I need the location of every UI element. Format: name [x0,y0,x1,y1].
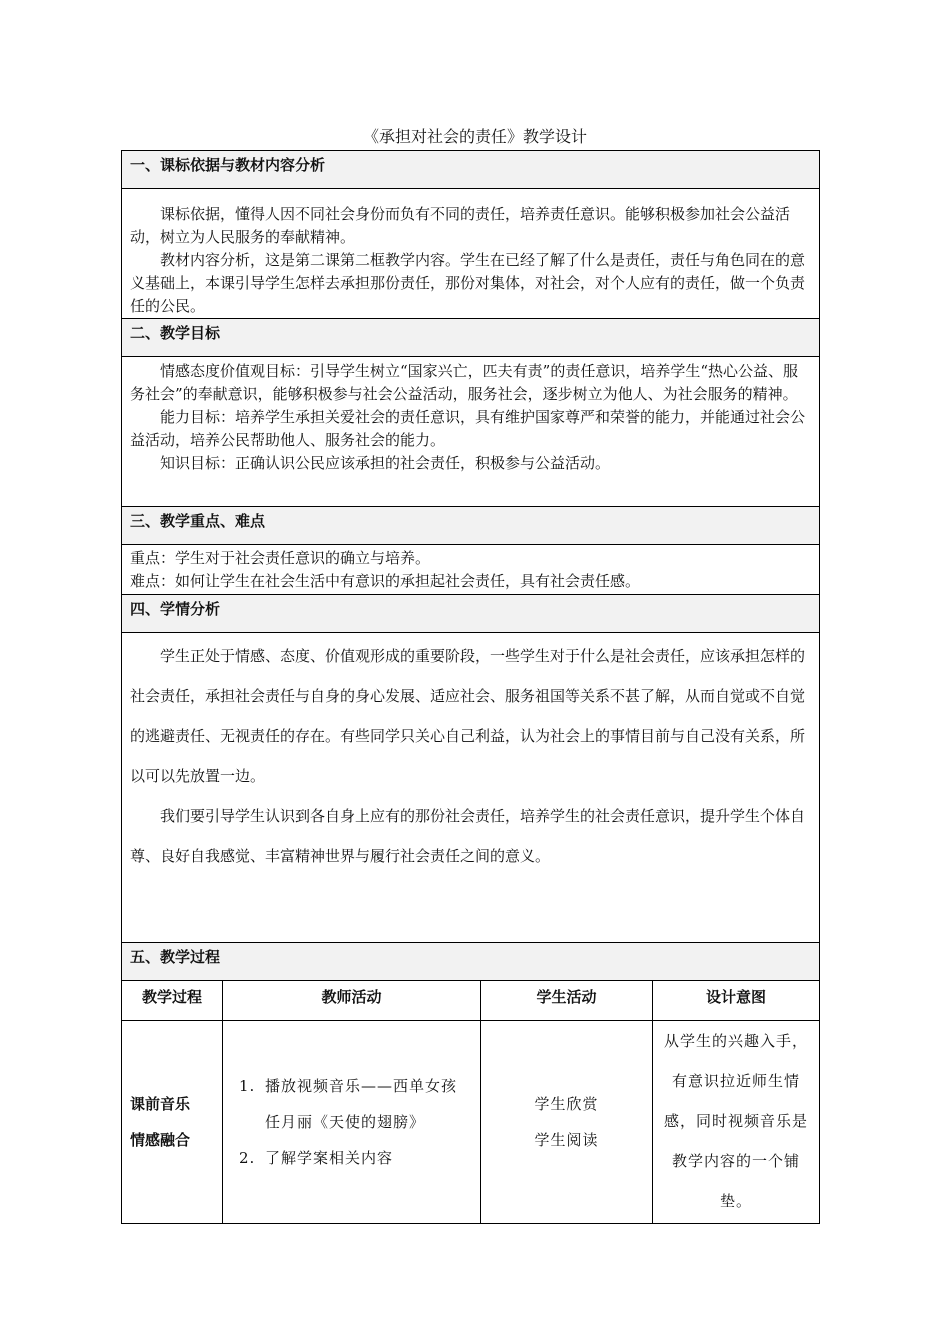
student-activity-line: 学生欣赏 [534,1095,599,1113]
item-number: 2. [239,1149,256,1167]
student-analysis-paragraph-2: 我们要引导学生认识到各自身上应有的那份社会责任，培养学生的社会责任意识，提升学生个体自尊、良好自我感觉、丰富精神世界与履行社会责任之间的意义。 [130,807,806,865]
section-1-heading: 一、课标依据与教材内容分析 [122,151,820,189]
section-2-body-row [122,357,820,507]
column-header-intent: 设计意图 [653,981,820,1021]
process-row [122,1021,820,1224]
item-text: 播放视频音乐——西单女孩任月丽《天使的翅膀》 [265,1077,458,1131]
curriculum-basis-paragraph: 课标依据，懂得人因不同社会身份而负有不同的责任，培养责任意识。能够积极参加社会公益活动，树立为人民服务的奉献精神。 [130,205,791,246]
teacher-activity-cell [223,1021,481,1224]
teacher-activity-item [231,1140,472,1176]
attitude-goal-paragraph: 情感态度价值观目标：引导学生树立“国家兴亡，匹夫有责”的责任意识，培养学生“热心公益、服务社会”的奉献意识，能够积极参与社会公益活动，服务社会，逐步树立为他人、为社会服务的精神。 [130,362,799,403]
section-4-header-row [122,595,820,633]
textbook-analysis-paragraph: 教材内容分析，这是第二课第二框教学内容。学生在已经了解了什么是责任，责任与角色同在的意义基础上，本课引导学生怎样去承担那份责任，那份对集体，对社会，对个人应有的责任，做一个负责任的公民。 [130,251,806,315]
teacher-activity-item [231,1068,472,1140]
process-column-header-row [122,981,820,1021]
column-header-stage: 教学过程 [122,981,223,1021]
column-header-teacher: 教师活动 [223,981,481,1021]
item-number: 1. [239,1077,256,1095]
section-2-heading: 二、教学目标 [122,319,820,357]
section-4-body [122,633,820,943]
student-activity-cell [481,1021,653,1224]
design-intent-cell [653,1021,820,1224]
section-1-body-row [122,189,820,319]
stage-label-line-2: 情感融合 [130,1131,191,1149]
section-2-body [122,357,820,507]
difficult-point-line: 难点：如何让学生在社会生活中有意识的承担起社会责任，具有社会责任感。 [130,572,641,590]
section-3-header-row [122,507,820,545]
ability-goal-paragraph: 能力目标：培养学生承担关爱社会的责任意识，具有维护国家尊严和荣誉的能力，并能通过社会公益活动，培养公民帮助他人、服务社会的能力。 [130,408,806,449]
design-intent-text: 从学生的兴趣入手，有意识拉近师生情感，同时视频音乐是教学内容的一个铺垫。 [664,1032,809,1210]
section-5-header-row [122,943,820,981]
key-point-line: 重点：学生对于社会责任意识的确立与培养。 [130,549,431,567]
document-title: 《承担对社会的责任》教学设计 [362,127,587,146]
teacher-activity-list [231,1068,472,1176]
student-analysis-paragraph-1: 学生正处于情感、态度、价值观形成的重要阶段，一些学生对于什么是社会责任，应该承担怎样的社会责任，承担社会责任与自身的身心发展、适应社会、服务祖国等关系不甚了解，从而自觉或不自觉的逃避责任、无视责任的存在。有些同学只关心自己利益，认为社会上的事情目前与自己没有关系，所以可以先放置一边。 [130,647,806,785]
section-5-heading: 五、教学过程 [122,943,820,981]
process-stage-cell [122,1021,223,1224]
knowledge-goal-paragraph: 知识目标：正确认识公民应该承担的社会责任，积极参与公益活动。 [160,454,611,472]
section-3-body [122,545,820,595]
student-activity-line: 学生阅读 [534,1131,599,1149]
section-3-heading: 三、教学重点、难点 [122,507,820,545]
stage-label-line-1: 课前音乐 [130,1095,191,1113]
column-header-student: 学生活动 [481,981,653,1021]
section-4-body-row [122,633,820,943]
section-2-header-row [122,319,820,357]
item-text: 了解学案相关内容 [265,1149,394,1167]
section-1-body [122,189,820,319]
section-1-header-row [122,151,820,189]
lesson-plan-table [121,150,820,1224]
section-4-heading: 四、学情分析 [122,595,820,633]
section-3-body-row [122,545,820,595]
